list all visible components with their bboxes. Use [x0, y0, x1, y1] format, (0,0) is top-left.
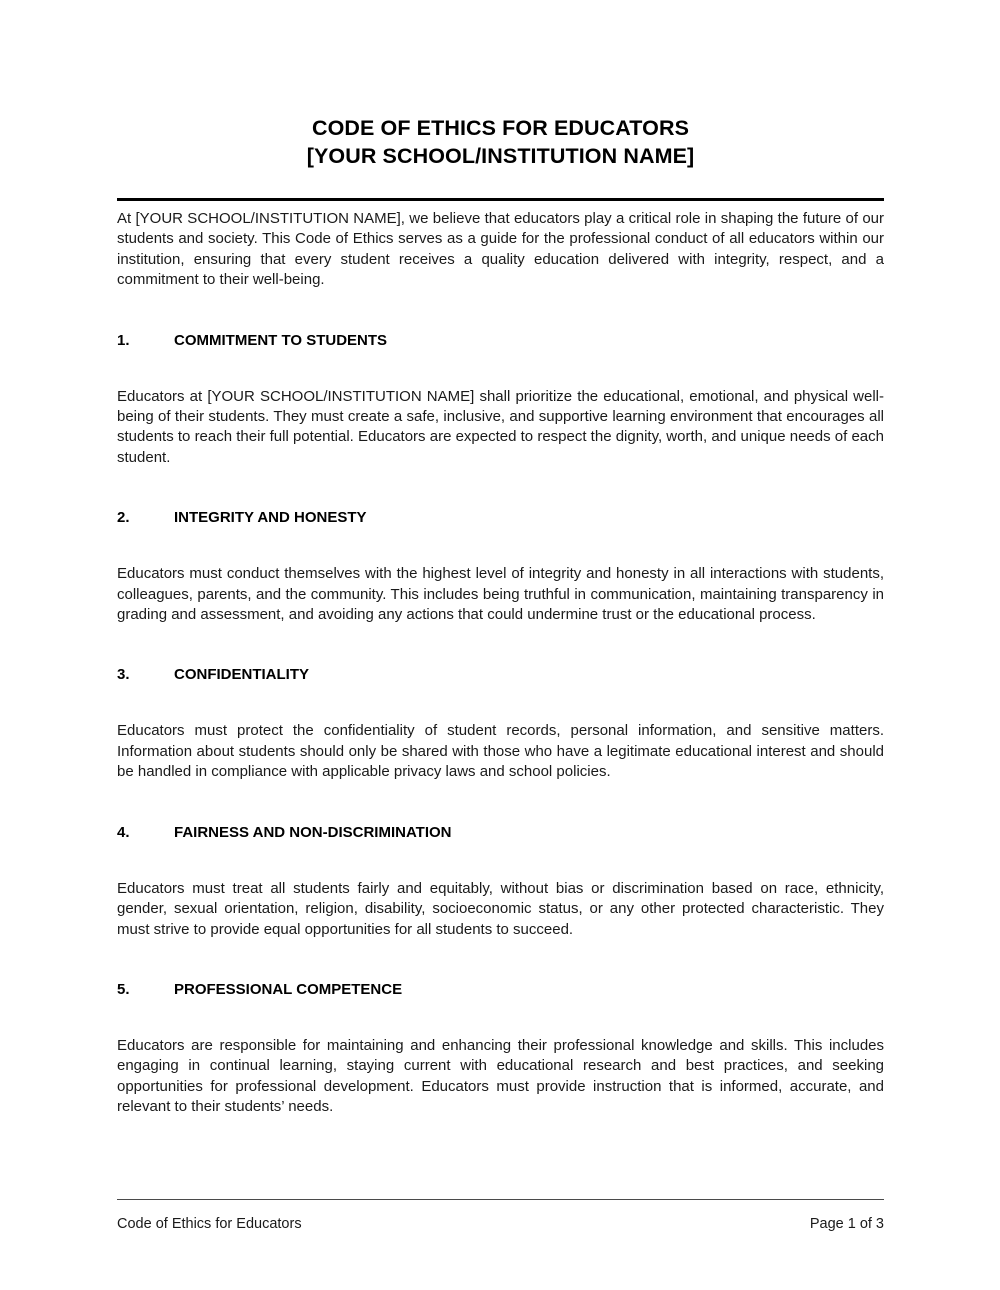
section-2-spacer-mid — [117, 528, 884, 564]
section-5-number: 5. — [117, 980, 130, 998]
intro-paragraph: At [YOUR SCHOOL/INSTITUTION NAME], we believe that educators play a critical role in shaping the future of our students and society. This Code of Ethics serves as a guide for the professional conduct of all educators within our institution, ensuring that every student receives a quality education delivered with integrity, respect, and a commitment to their well-being. — [117, 210, 884, 289]
section-2-title: INTEGRITY AND HONESTY — [174, 509, 367, 527]
title-divider — [117, 198, 884, 201]
page-title — [117, 0, 884, 170]
page-title-line-1: CODE OF ETHICS FOR EDUCATORS — [311, 116, 690, 140]
section-1-body: Educators at [YOUR SCHOOL/INSTITUTION NAME] shall prioritize the educational, emotional, and physical well-being of their students. They must create a safe, inclusive, and supportive learning environment that encourages all students to reach their full potential. Educators are expected to respect the dignity, worth, and unique needs of each student. — [117, 387, 884, 466]
document-content — [117, 0, 884, 1118]
section-1-heading — [117, 331, 884, 351]
section-3-spacer-top — [117, 625, 884, 665]
footer-document-name: Code of Ethics for Educators — [117, 1216, 302, 1232]
section-4-heading — [117, 823, 884, 843]
section-1-spacer-mid — [117, 351, 884, 387]
section-2-body: Educators must conduct themselves with the highest level of integrity and honesty in all interactions with students, colleagues, parents, and the community. This includes being truthful in communication, maintaining transparency in grading and assessment, and avoiding any actions that could undermine trust or the educational process. — [117, 565, 884, 624]
section-1-spacer-top — [117, 291, 884, 331]
section-3-title: CONFIDENTIALITY — [174, 666, 309, 684]
section-4-body: Educators must treat all students fairly and equitably, without bias or discrimination based on race, ethnicity, gender, sexual orientation, religion, disability, socioeconomic status, or any other protected characteristic. They must strive to provide equal opportunities for all students to succeed. — [117, 879, 884, 938]
section-4 — [117, 783, 884, 940]
section-4-spacer-mid — [117, 843, 884, 879]
section-4-spacer-top — [117, 783, 884, 823]
section-4-number: 4. — [117, 823, 130, 841]
section-2-heading — [117, 508, 884, 528]
section-2 — [117, 468, 884, 625]
section-1-title: COMMITMENT TO STUDENTS — [174, 331, 388, 349]
section-5-spacer-top — [117, 940, 884, 980]
section-3-heading — [117, 665, 884, 685]
section-5-title: PROFESSIONAL COMPETENCE — [174, 980, 403, 998]
section-4-title: FAIRNESS AND NON-DISCRIMINATION — [174, 823, 452, 841]
section-3-number: 3. — [117, 666, 130, 684]
page-title-line-2: [YOUR SCHOOL/INSTITUTION NAME] — [306, 144, 695, 168]
footer-page-number: Page 1 of 3 — [809, 1216, 884, 1232]
section-5 — [117, 940, 884, 1118]
footer-row — [117, 1200, 884, 1234]
section-2-number: 2. — [117, 509, 130, 527]
section-1 — [117, 291, 884, 469]
section-2-spacer-top — [117, 468, 884, 508]
section-3-spacer-mid — [117, 685, 884, 721]
page-footer — [117, 1199, 884, 1234]
section-5-heading — [117, 980, 884, 1000]
section-3-body: Educators must protect the confidentiality of student records, personal information, and sensitive matters. Information about students should only be shared with those who have a legitimate educational interest and should be handled in compliance with applicable privacy laws and school policies. — [117, 722, 884, 781]
section-5-body: Educators are responsible for maintaining and enhancing their professional knowledge and skills. This includes engaging in continual learning, staying current with educational research and best practices, and seeking opportunities for professional development. Educators must provide instruction that is informed, accurate, and relevant to their students’ needs. — [117, 1036, 884, 1116]
section-3 — [117, 625, 884, 782]
section-1-number: 1. — [117, 331, 130, 349]
section-5-spacer-mid — [117, 1000, 884, 1036]
